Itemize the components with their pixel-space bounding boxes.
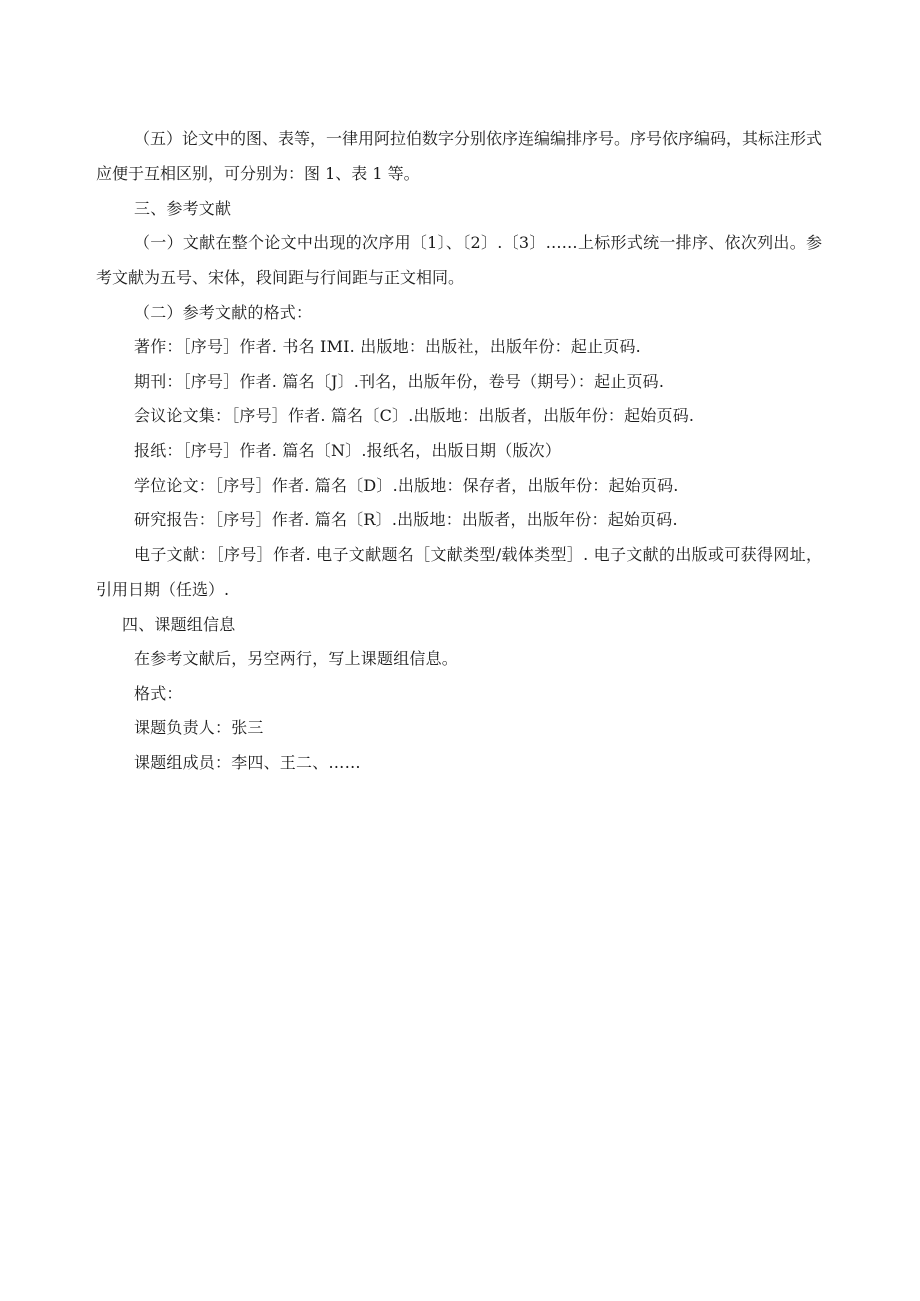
format-electronic: 电子文献：［序号］作者. 电子文献题名［文献类型/载体类型］. 电子文献的出版或可获得网址，引用日期（任选）. [96,545,822,599]
format-proceedings: 会议论文集：［序号］作者. 篇名〔C〕.出版地：出版者，出版年份：起始页码. [134,406,695,425]
format-book: 著作：［序号］作者. 书名 IMI. 出版地：出版社，出版年份：起止页码. [134,337,641,356]
format-journal: 期刊：［序号］作者. 篇名〔J〕.刊名，出版年份，卷号（期号）：起止页码. [134,372,665,391]
paragraph-group-info: 在参考文献后，另空两行，写上课题组信息。 [134,649,459,668]
group-members: 课题组成员：李四、王二、…… [134,753,361,772]
paragraph-item5: （五）论文中的图、表等，一律用阿拉伯数字分别依序连编编排序号。序号依序编码，其标注形式应便于互相区别，可分别为：图 1、表 1 等。 [96,129,823,183]
format-thesis: 学位论文：［序号］作者. 篇名〔D〕.出版地：保存者，出版年份：起始页码. [134,476,679,495]
heading-group-info: 四、课题组信息 [122,615,236,634]
heading-references: 三、参考文献 [134,199,232,218]
format-newspaper: 报纸：［序号］作者. 篇名〔N〕.报纸名，出版日期（版次） [134,441,562,460]
paragraph-ref-format-title: （二）参考文献的格式： [134,303,313,322]
format-report: 研究报告：［序号］作者. 篇名〔R〕.出版地：出版者，出版年份：起始页码. [134,510,678,529]
paragraph-ref-order: （一）文献在整个论文中出现的次序用〔1〕、〔2〕.〔3〕……上标形式统一排序、依次列出。参考文献为五号、宋体，段间距与行间距与正文相同。 [96,233,822,287]
format-label: 格式： [134,684,183,703]
group-leader: 课题负责人：张三 [134,718,264,737]
